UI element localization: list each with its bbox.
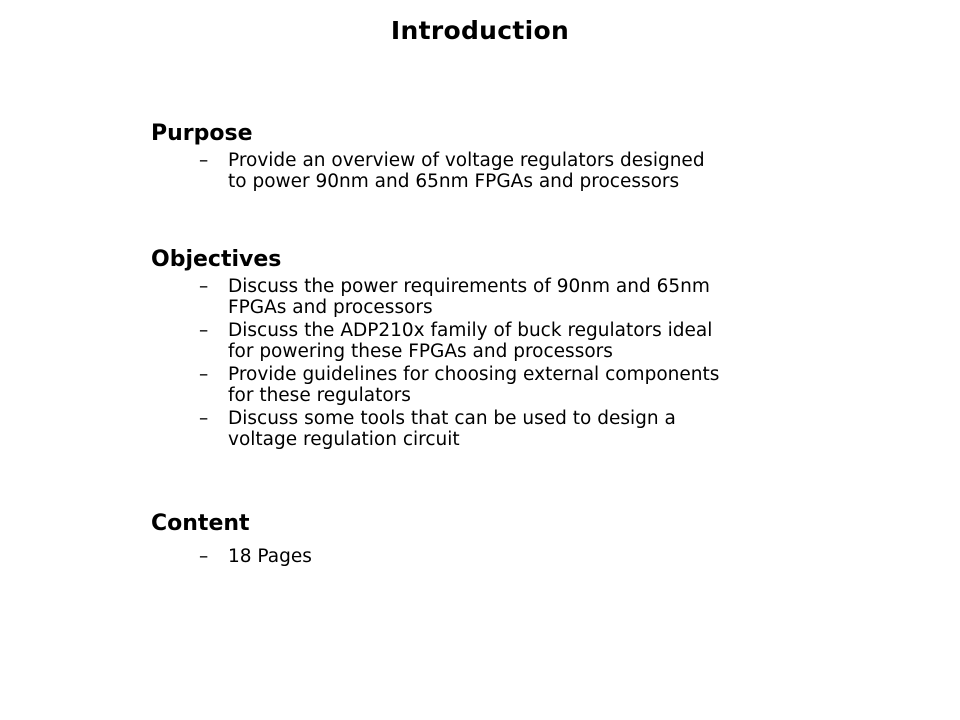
dash-bullet: –: [199, 150, 209, 171]
section-objectives: [151, 246, 831, 452]
list-item: [151, 150, 831, 192]
list-item: [151, 320, 831, 362]
dash-bullet: –: [199, 320, 209, 341]
section-heading: Objectives: [151, 247, 282, 272]
bullet-list: [151, 150, 831, 192]
slide-title: Introduction: [390, 16, 570, 45]
list-item: [151, 364, 831, 406]
dash-bullet: –: [199, 546, 209, 567]
item-line: Provide an overview of voltage regulators designed: [228, 150, 705, 171]
dash-bullet: –: [199, 364, 209, 385]
item-line: to power 90nm and 65nm FPGAs and processors: [228, 171, 680, 192]
item-line: Discuss the ADP210x family of buck regulators ideal: [228, 320, 713, 341]
item-line: Provide guidelines for choosing external components: [228, 364, 720, 385]
section-purpose: [151, 120, 831, 194]
dash-bullet: –: [199, 408, 209, 429]
item-line: for powering these FPGAs and processors: [228, 341, 613, 362]
list-item: [151, 408, 831, 450]
section-content: [151, 510, 831, 569]
item-line: 18 Pages: [228, 546, 312, 567]
item-line: Discuss the power requirements of 90nm and 65nm: [228, 276, 710, 297]
section-heading: Purpose: [151, 121, 253, 146]
section-heading: Content: [151, 511, 250, 536]
bullet-list: [151, 276, 831, 450]
list-item: [151, 276, 831, 318]
dash-bullet: –: [199, 276, 209, 297]
list-item: [151, 546, 831, 567]
item-line: voltage regulation circuit: [228, 429, 460, 450]
bullet-list: [151, 546, 831, 567]
item-line: FPGAs and processors: [228, 297, 433, 318]
item-line: for these regulators: [228, 385, 411, 406]
item-line: Discuss some tools that can be used to design a: [228, 408, 676, 429]
